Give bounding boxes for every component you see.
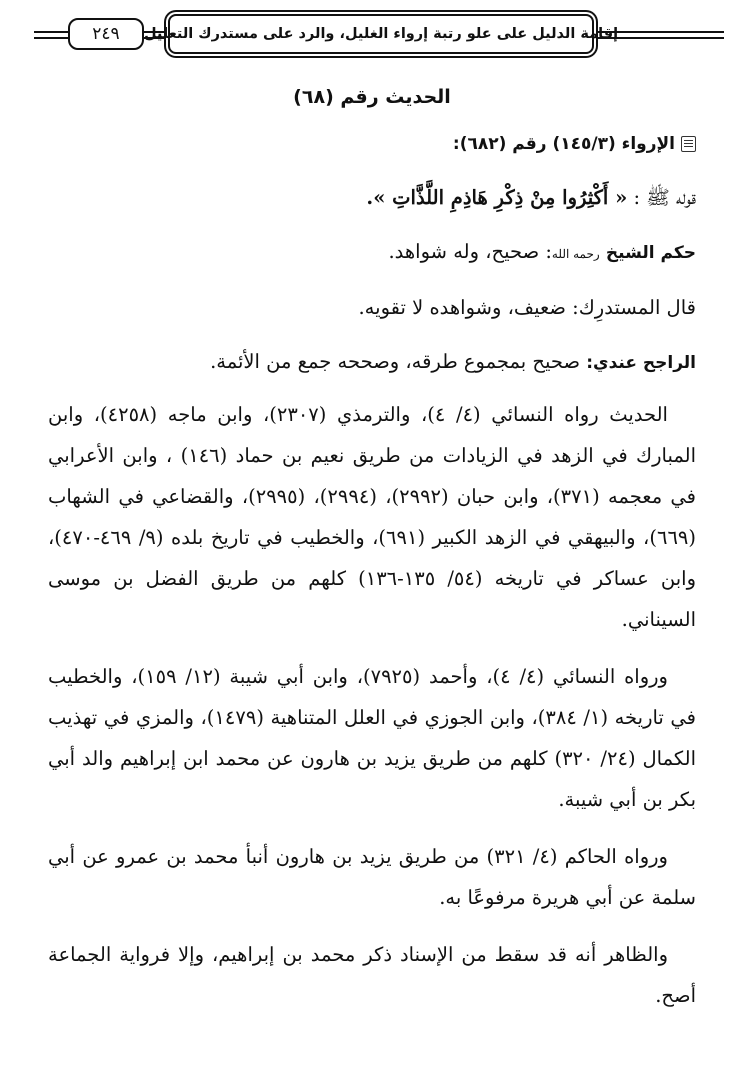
page-number: ٢٤٩ bbox=[68, 18, 144, 50]
takhrij-paragraph: ورواه النسائي (٤/ ٤)، وأحمد (٧٩٢٥)، وابن أبي شيبة (١٢/ ١٥٩)، والخطيب في تاريخه (١/ ٣٨٤)، وابن الجوزي في العلل المتناهية (١٤٧٩)، والمزي في تهذيب الكمال (٢٤/ ٣٢٠) كلهم من طريق يزيد بن هارون عن محمد ابن إبراهيم والد أبي بكر بن أبي شيبة. bbox=[48, 665, 696, 811]
hadith-quote: « أَكْثِرُوا مِنْ ذِكْرِ هَاذِمِ اللَّذَّاتِ ». bbox=[366, 186, 628, 209]
irwa-reference bbox=[48, 126, 696, 161]
sheikh-ruling-line bbox=[48, 235, 696, 271]
takhrij-paragraph: ورواه الحاكم (٤/ ٣٢١) من طريق يزيد بن هارون أنبأ محمد بن عمرو عن أبي سلمة عن أبي هريرة مرفوعًا به. bbox=[48, 845, 696, 909]
rajih-line bbox=[48, 345, 696, 380]
running-title-frame bbox=[143, 14, 619, 54]
sheikh-label: حكم الشيخ bbox=[605, 243, 696, 263]
quote-intro: قوله ﷺ : bbox=[633, 186, 696, 209]
takhrij-paragraph: والظاهر أنه قد سقط من الإسناد ذكر محمد بن إبراهيم، وإلا فرواية الجماعة أصح. bbox=[48, 943, 696, 1007]
takhrij-paragraph: الحديث رواه النسائي (٤/ ٤)، والترمذي (٢٣٠٧)، وابن ماجه (٤٢٥٨)، وابن المبارك في الزهد في الزيادات من طريق نعيم بن حماد (١٤٦) ، وابن الأعرابي في معجمه (٣٧١)، وابن حبان (٢٩٩٢)، (٢٩٩٤)، (٢٩٩٥)، والقضاعي في الشهاب (٦٦٩)، والبيهقي في الزهد الكبير (٦٩١)، والخطيب في تاريخ بلده (٩/ ٤٦٩-٤٧٠)، وابن عساكر في تاريخه (٥٤/ ١٣٥-١٣٦) كلهم من طريق الفضل بن موسى السيناني. bbox=[48, 403, 697, 631]
running-title: إقامة الدليل على علو رتبة إرواء الغليل، والرد على مستدرك التعليل bbox=[143, 26, 619, 42]
rajih-text: صحيح بمجموع طرقه، وصححه جمع من الأئمة. bbox=[210, 350, 580, 373]
hadith-text-line bbox=[48, 181, 696, 215]
hadith-heading: الحديث رقم (٦٨) bbox=[293, 86, 451, 108]
page-body bbox=[48, 86, 696, 1032]
page-header bbox=[34, 14, 724, 56]
sheikh-ruling: : صحيح، وله شواهد. bbox=[388, 240, 552, 263]
sheikh-honorific: رحمه الله bbox=[551, 247, 600, 261]
mustadrak-line: قال المستدرِك: ضعيف، وشواهده لا تقويه. bbox=[358, 296, 696, 319]
book-icon bbox=[681, 136, 696, 152]
rajih-label: الراجح عندي: bbox=[586, 353, 696, 373]
irwa-label: الإرواء (١٤٥/٣) رقم (٦٨٢): bbox=[452, 134, 675, 154]
